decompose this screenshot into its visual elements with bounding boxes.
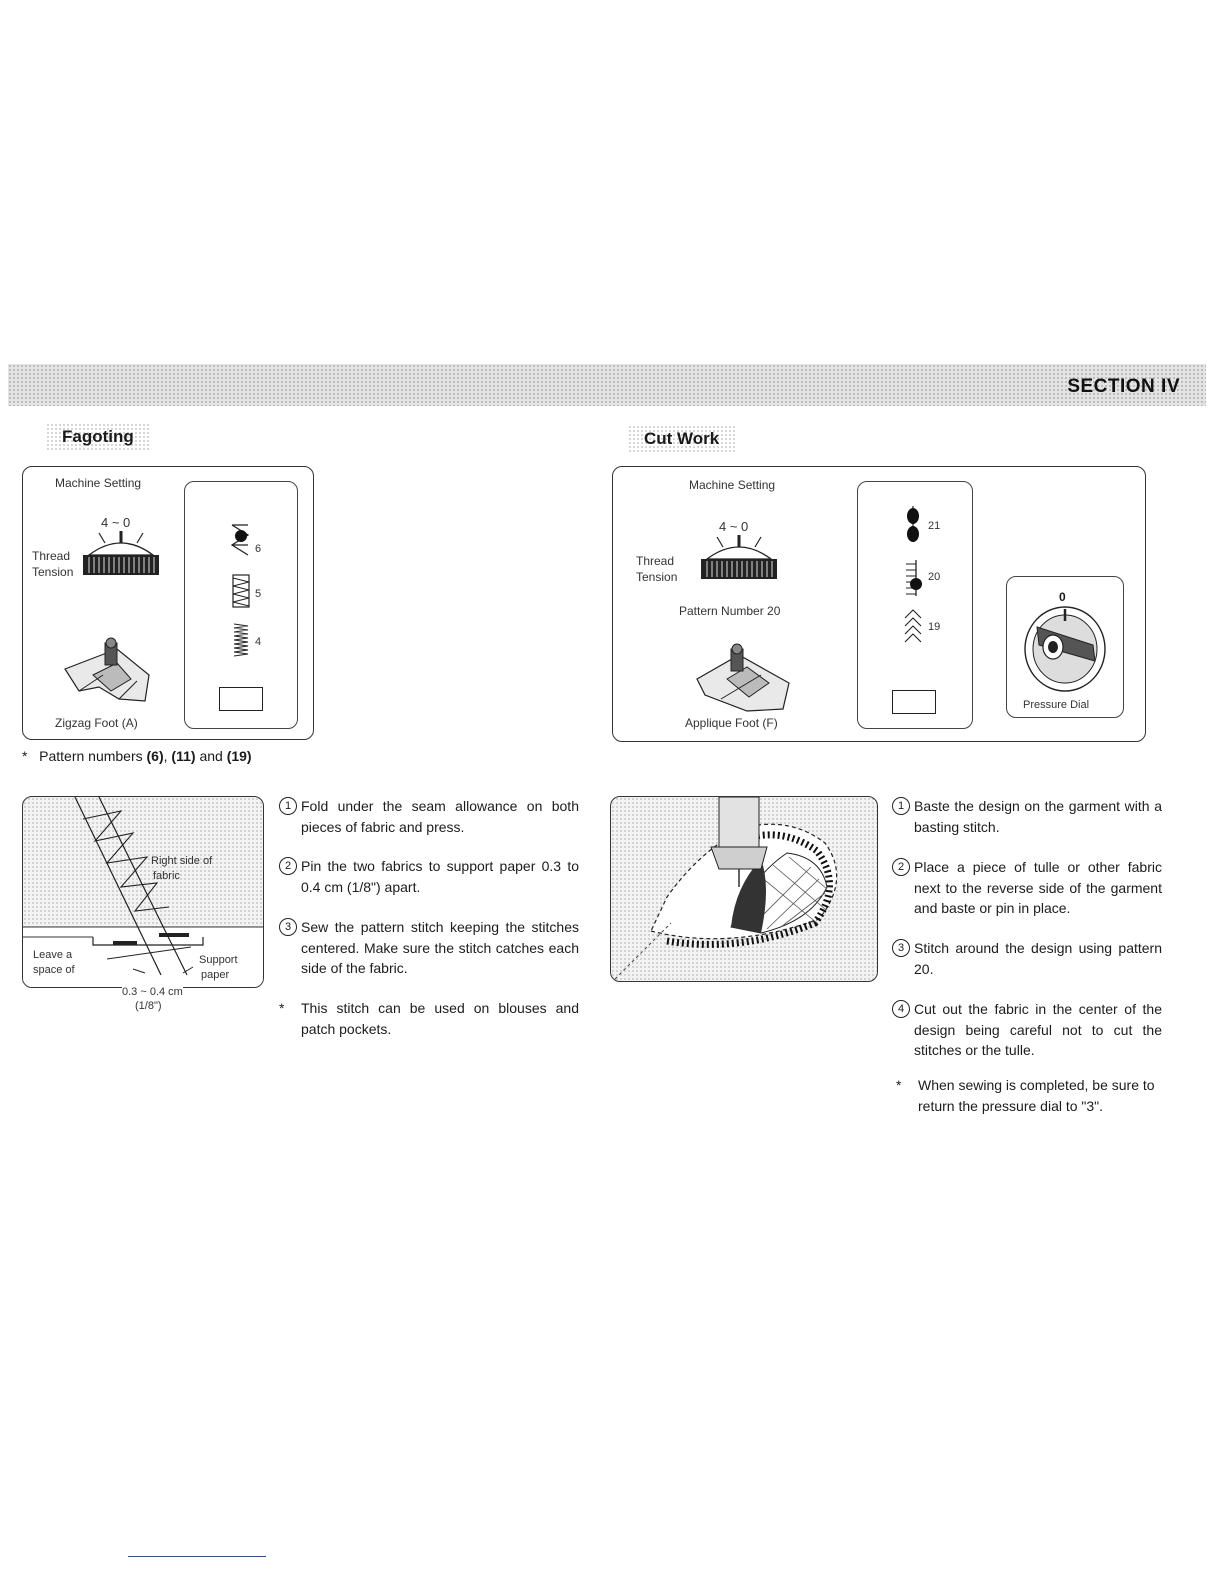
pattern-number-5: 5: [255, 588, 262, 600]
step-number-1: 1: [892, 797, 910, 815]
fagoting-pattern-note: [22, 748, 252, 764]
pressure-value: 0: [1059, 590, 1066, 604]
pattern-number-20: 20: [928, 571, 941, 583]
right-side-label-1: Right side of: [151, 855, 213, 867]
applique-foot-label: Applique Foot (F): [685, 716, 778, 730]
step-text-3: Sew the pattern stitch keeping the stitches centered. Make sure the stitch catches each side of the fabric.: [301, 919, 579, 976]
step-number-2: 2: [279, 857, 297, 875]
note-star: *: [896, 1077, 902, 1093]
step-text-2: Place a piece of tulle or other fabric next to the reverse side of the garment and baste or pin in place.: [914, 859, 1162, 916]
pattern-window: [892, 690, 936, 714]
measurement-label-1: 0.3 ~ 0.4 cm: [122, 986, 183, 998]
note-text: This stitch can be used on blouses and patch pockets.: [301, 1000, 579, 1037]
pattern-4-icon: [232, 622, 250, 658]
note-pattern-19: (19): [226, 748, 252, 764]
step-number-4: 4: [892, 1000, 910, 1018]
applique-foot-icon: [691, 639, 795, 719]
cutwork-note: [892, 1075, 1162, 1116]
right-side-label-2: fabric: [153, 870, 180, 882]
note-star: *: [279, 1000, 285, 1016]
leave-space-label-1: Leave a: [33, 949, 73, 961]
pattern-window: [219, 687, 263, 711]
cutwork-diagram: [610, 796, 878, 982]
fagoting-diagram: [22, 796, 264, 988]
note-prefix: Pattern numbers: [39, 748, 143, 764]
pattern-number-label: Pattern Number 20: [679, 604, 781, 618]
note-text: When sewing is completed, be sure to return the pressure dial to "3".: [918, 1077, 1155, 1114]
cutwork-step-1: [892, 796, 1162, 857]
pattern-5-icon: [231, 574, 251, 608]
note-comma: ,: [163, 748, 168, 764]
note-pattern-6: (6): [146, 748, 164, 764]
pressure-dial-icon: [1015, 605, 1115, 695]
step-text-4: Cut out the fabric in the center of the design being careful not to cut the stitches or the tulle.: [914, 1001, 1162, 1058]
pattern-19-icon: [902, 608, 924, 648]
step-number-1: 1: [279, 797, 297, 815]
fagoting-note: [279, 998, 579, 1039]
cutwork-steps: [892, 796, 1162, 1116]
step-number-2: 2: [892, 858, 910, 876]
section-title: SECTION IV: [1067, 376, 1180, 397]
machine-setting-label: Machine Setting: [689, 478, 776, 492]
note-and: and: [199, 748, 223, 764]
tension-label: Tension: [32, 565, 74, 579]
cutwork-heading: Cut Work: [628, 425, 735, 453]
footer-rule: [128, 1556, 266, 1557]
step-number-3: 3: [892, 939, 910, 957]
pattern-20-icon: [902, 558, 924, 598]
thread-label: Thread: [636, 554, 675, 568]
thread-label: Thread: [32, 549, 71, 563]
step-text-2: Pin the two fabrics to support paper 0.3 to 0.4 cm (1/8") apart.: [301, 858, 579, 895]
cutwork-step-3: [892, 938, 1162, 999]
cutwork-step-4: [892, 999, 1162, 1075]
support-paper-label-2: paper: [201, 969, 230, 981]
pressure-dial-label: Pressure Dial: [1023, 699, 1090, 711]
note-pattern-11: (11): [171, 748, 196, 764]
step-number-3: 3: [279, 918, 297, 936]
pattern-selector-panel: [184, 481, 298, 729]
cutwork-step-2: [892, 857, 1162, 938]
section-banner: [8, 364, 1206, 406]
fagoting-step-3: [279, 917, 579, 998]
pattern-selector-panel: [857, 481, 973, 729]
support-paper-label-1: Support: [199, 954, 238, 966]
cutwork-machine-setting-panel: [612, 466, 1146, 742]
pattern-number-19: 19: [928, 621, 941, 633]
note-star: *: [22, 748, 28, 764]
pattern-number-4: 4: [255, 636, 262, 648]
tension-dial-icon: [81, 527, 161, 581]
step-text-1: Fold under the seam allowance on both pieces of fabric and press.: [301, 798, 579, 835]
step-text-1: Baste the design on the garment with a basting stitch.: [914, 798, 1162, 835]
fagoting-heading: Fagoting: [46, 423, 150, 451]
fagoting-steps: [279, 796, 579, 1039]
step-text-3: Stitch around the design using pattern 20.: [914, 940, 1162, 977]
pattern-number-21: 21: [928, 520, 941, 532]
pressure-dial-panel: [1006, 576, 1124, 718]
tension-dial-icon: [699, 531, 779, 585]
pattern-6-icon: [229, 522, 251, 562]
pattern-number-6: 6: [255, 543, 262, 555]
zigzag-foot-icon: [59, 635, 159, 711]
tension-value: 4 ~ 0: [101, 515, 131, 530]
leave-space-label-2: space of: [33, 964, 75, 976]
tension-value: 4 ~ 0: [719, 519, 749, 534]
measurement-label-2: (1/8"): [135, 1000, 162, 1012]
machine-setting-label: Machine Setting: [55, 476, 142, 490]
pattern-21-icon: [902, 504, 924, 544]
fagoting-step-2: [279, 856, 579, 917]
fagoting-step-1: [279, 796, 579, 856]
cutwork-illustration: [611, 797, 877, 981]
fagoting-machine-setting-panel: [22, 466, 314, 740]
zigzag-foot-label: Zigzag Foot (A): [55, 716, 138, 730]
tension-label: Tension: [636, 570, 678, 584]
